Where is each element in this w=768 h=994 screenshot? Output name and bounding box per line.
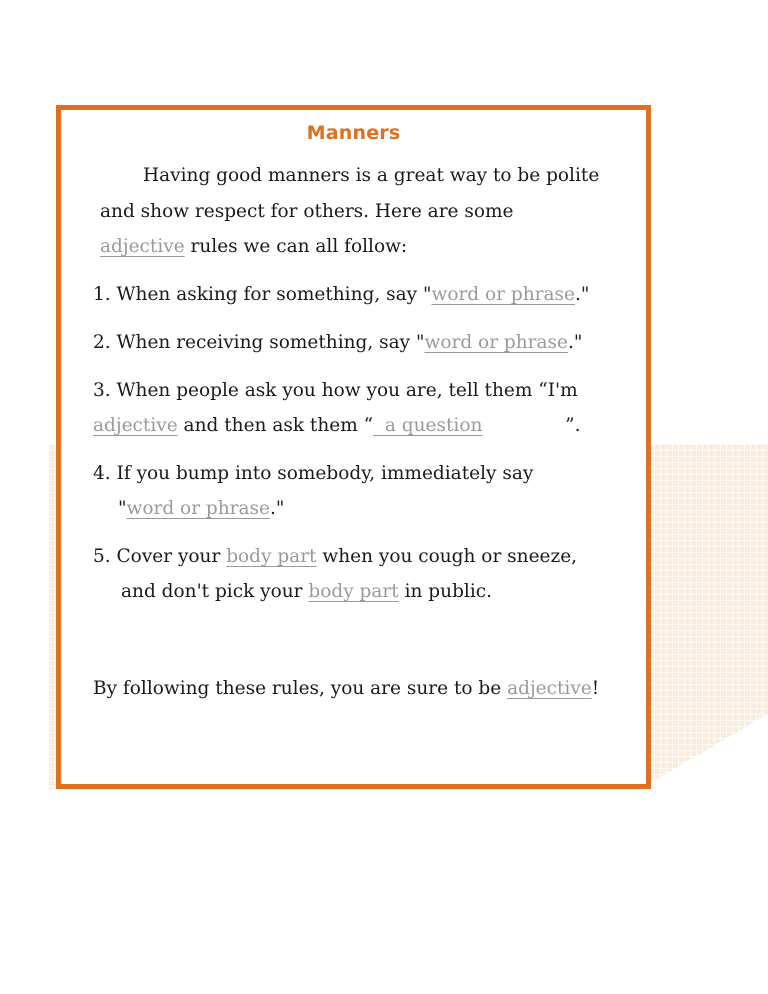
rule-5-middle: when you cough or sneeze, [316, 546, 578, 567]
closing-line [93, 671, 599, 706]
closing-end: ! [591, 678, 600, 699]
madlib-card [56, 105, 651, 789]
intro-line-1 [143, 158, 599, 193]
blank-word-or-phrase-2[interactable]: word or phrase [424, 332, 568, 353]
rule-2 [93, 325, 582, 360]
rule-5-line-2 [121, 574, 492, 609]
rule-2-text: 2. When receiving something, say " [93, 332, 425, 353]
rule-3-middle: and then ask them “ [177, 415, 374, 436]
rule-4-end: ." [270, 498, 285, 519]
rule-3-line-2 [93, 408, 580, 443]
rule-5-end: in public. [398, 581, 492, 602]
rule-1-text: 1. When asking for something, say " [93, 284, 432, 305]
rule-5-text-2: and don't pick your [121, 581, 309, 602]
blank-a-question[interactable]: a question [373, 415, 483, 436]
rule-4-line-2 [118, 491, 284, 526]
intro-line-3 [100, 229, 407, 264]
blank-adjective-3[interactable]: adjective [507, 678, 592, 699]
rule-3-end: ”. [565, 415, 581, 436]
rule-5-line-1 [93, 539, 577, 574]
blank-body-part-1[interactable]: body part [226, 546, 317, 567]
intro-text-2: and show respect for others. Here are some [100, 201, 514, 222]
blank-body-part-2[interactable]: body part [308, 581, 399, 602]
intro-text-1: Having good manners is a great way to be polite [143, 165, 600, 186]
rule-4-text: 4. If you bump into somebody, immediately say [93, 463, 534, 484]
intro-text-3: rules we can all follow: [184, 236, 408, 257]
blank-word-or-phrase-3[interactable]: word or phrase [126, 498, 270, 519]
rule-3-line-1 [93, 373, 578, 408]
blank-adjective-2[interactable]: adjective [93, 415, 178, 436]
rule-1 [93, 277, 589, 312]
story-title: Manners [306, 122, 401, 144]
rule-1-end: ." [574, 284, 590, 305]
intro-line-2 [100, 194, 514, 229]
blank-adjective-1[interactable]: adjective [100, 236, 185, 257]
blank-word-or-phrase-1[interactable]: word or phrase [431, 284, 575, 305]
closing-text: By following these rules, you are sure to be [93, 678, 508, 699]
rule-2-end: ." [568, 332, 583, 353]
rule-4-line-1 [93, 456, 533, 491]
rule-4-quote-open: " [118, 498, 127, 519]
rule-3-text: 3. When people ask you how you are, tell them “I'm [93, 380, 578, 401]
rule-5-text: 5. Cover your [93, 546, 227, 567]
